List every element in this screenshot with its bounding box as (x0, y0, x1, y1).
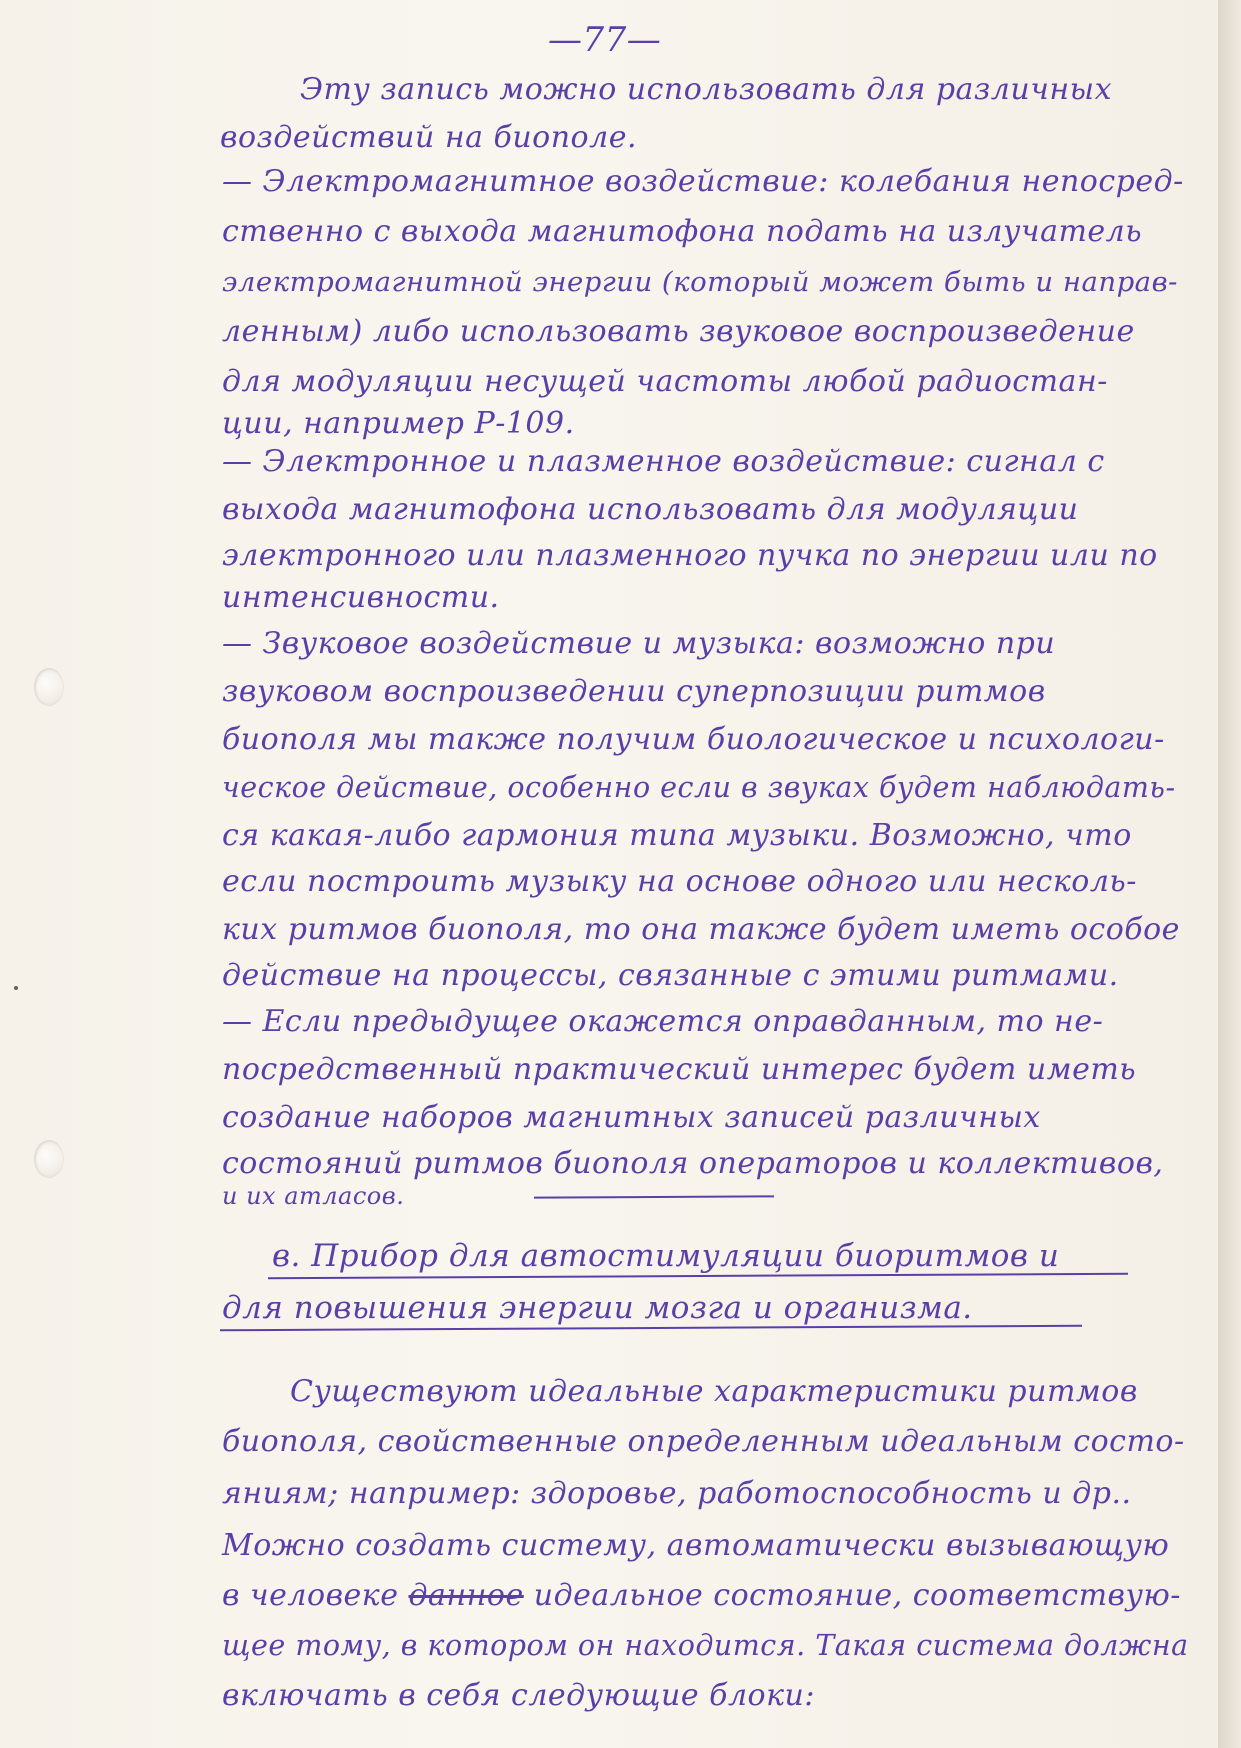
text-line: Существуют идеальные характеристики ритмов (290, 1374, 1138, 1409)
page-edge (1218, 0, 1241, 1748)
text-line: — Если предыдущее окажется оправданным, то не- (222, 1004, 1104, 1039)
text-line: электронного или плазменного пучка по энергии или по (222, 538, 1158, 573)
text-line: — Звуковое воздействие и музыка: возможно при (222, 626, 1056, 661)
text-fragment: идеальное состояние, соответствую- (523, 1578, 1181, 1613)
text-line: для модуляции несущей частоты любой радиостан- (222, 364, 1108, 399)
punch-hole (34, 1140, 64, 1178)
text-line: ких ритмов биополя, то она также будет иметь особое (222, 912, 1180, 947)
section-heading: для повышения энергии мозга и организма. (222, 1290, 973, 1326)
section-heading: в. Прибор для автостимуляции биоритмов и (272, 1238, 1060, 1274)
text-line: Эту запись можно использовать для различных (300, 72, 1112, 107)
text-fragment: в человеке (222, 1578, 409, 1613)
text-line: если построить музыку на основе одного или несколь- (222, 864, 1137, 899)
text-line: выхода магнитофона использовать для модуляции (222, 492, 1079, 527)
text-line: — Электронное и плазменное воздействие: сигнал с (222, 444, 1105, 479)
text-line: Можно создать систему, автоматически вызывающую (222, 1528, 1170, 1563)
text-line: ся какая-либо гармония типа музыки. Возможно, что (222, 818, 1132, 853)
text-line: ственно с выхода магнитофона подать на излучатель (222, 214, 1143, 249)
text-line: ческое действие, особенно если в звуках будет наблюдать- (222, 771, 1176, 804)
text-line: яниям; например: здоровье, работоспособность и др.. (222, 1476, 1132, 1511)
text-line: создание наборов магнитных записей различных (222, 1100, 1041, 1135)
ink-speck (14, 986, 18, 990)
text-line: воздействий на биополе. (220, 120, 638, 155)
text-line: состояний ритмов биополя операторов и коллективов, (222, 1146, 1164, 1181)
struck-word: данное (408, 1578, 524, 1613)
text-line: действие на процессы, связанные с этими ритмами. (222, 958, 1119, 993)
text-line: ции, например Р-109. (222, 406, 575, 441)
section-divider (534, 1195, 774, 1198)
text-line: электромагнитной энергии (который может быть и направ- (222, 266, 1178, 298)
text-line: — Электромагнитное воздействие: колебания непосред- (222, 164, 1184, 199)
text-line: биополя мы также получим биологическое и психологи- (222, 722, 1165, 757)
text-line: ленным) либо использовать звуковое воспроизведение (222, 314, 1135, 349)
text-line: интенсивности. (222, 580, 500, 615)
text-line: звуковом воспроизведении суперпозиции ритмов (222, 674, 1046, 709)
text-line (222, 1576, 1181, 1616)
text-line: биополя, свойственные определенным идеальным состо- (222, 1424, 1185, 1459)
text-line: посредственный практический интерес будет иметь (222, 1052, 1137, 1087)
text-line: щее тому, в котором он находится. Такая система должна (222, 1629, 1189, 1662)
text-line: включать в себя следующие блоки: (222, 1678, 815, 1713)
punch-hole (34, 668, 64, 706)
page-number: —77— (548, 20, 662, 60)
text-line: и их атласов. (222, 1182, 405, 1210)
